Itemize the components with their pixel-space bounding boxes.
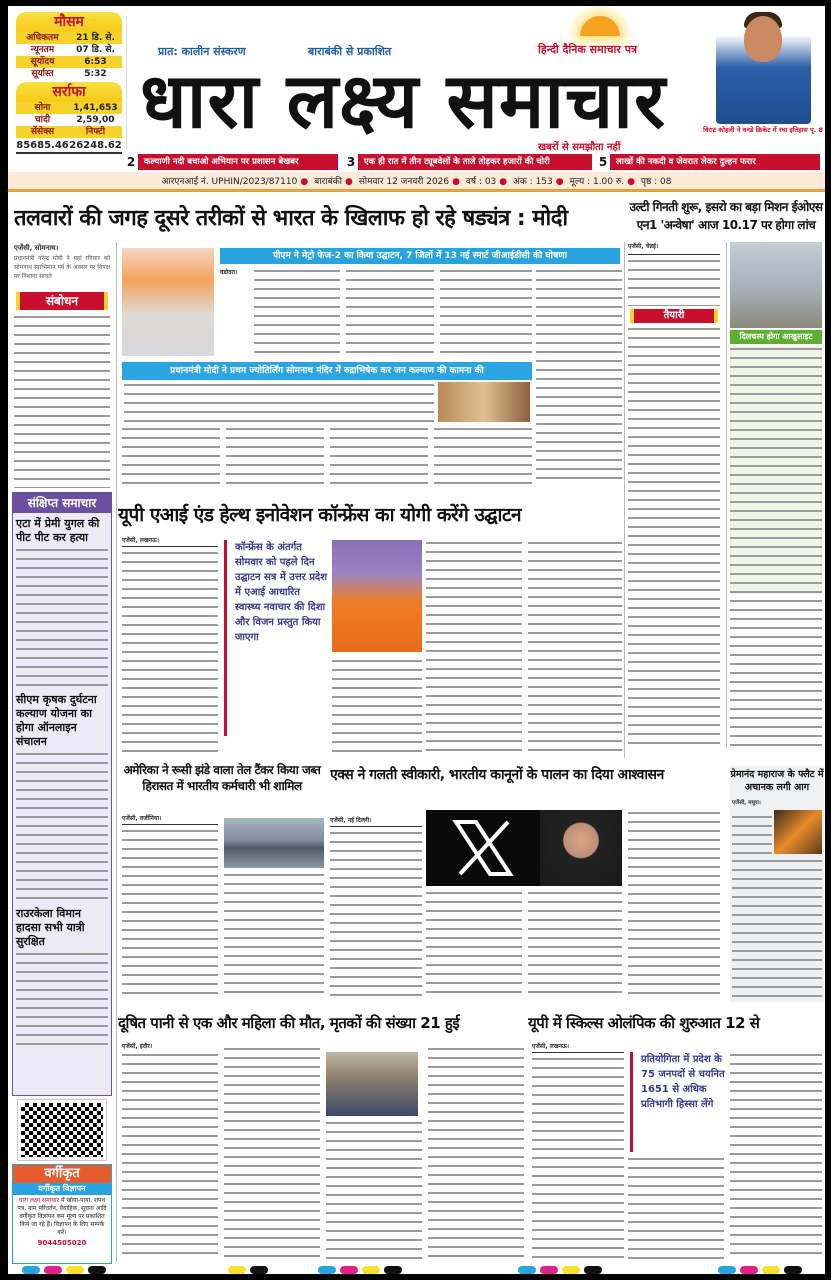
water-headline[interactable]: दूषित पानी से एक और महिला की मौत, मृतकों की संख्या 21 हुई [118, 1014, 460, 1032]
premanand-box [730, 766, 824, 1002]
column-divider [624, 242, 625, 758]
musk-photo [540, 810, 622, 886]
bullion-title: सर्राफा [16, 82, 122, 102]
photo-caption: विराट कोहली ने वनडे क्रिकेट में रचा इतिहास पृ. 8 [703, 126, 823, 134]
ai-conf-headline[interactable]: यूपी एआई एंड हेल्थ इनोवेशन कॉन्फ्रेंस का योगी करेंगे उद्घाटन [118, 504, 522, 526]
article-body [254, 268, 340, 356]
article-body [730, 1052, 822, 1260]
brief-news-box [12, 492, 112, 1096]
cricketer-photo [716, 12, 811, 124]
article-body [440, 268, 532, 356]
edition-label: प्रात: कालीन संस्करण [158, 45, 246, 58]
column-divider [116, 242, 117, 1262]
tanker-dateline: एजेंसी, वर्जीनिया। [122, 815, 162, 822]
weather-row: सूर्योदय 6:53 [16, 56, 122, 68]
brief-headline[interactable]: सीएम कृषक दुर्घटना कल्याण योजना का होगा ऑनलाइन संचालन [16, 693, 97, 748]
cmyk-marks [318, 1266, 402, 1274]
article-body [224, 1046, 320, 1260]
divider [628, 254, 720, 255]
lead-headline[interactable]: तलवारों की जगह दूसरे तरीकों से भारत के खिलाफ हो रहे षड्यंत्र : मोदी [14, 206, 568, 231]
article-body [330, 830, 422, 998]
article-body [628, 258, 720, 306]
teaser-link[interactable]: एक ही रात में तीन ट्यूबवेलों के ताले तोड़कर हजारों की चोरी [358, 154, 592, 170]
article-body [122, 1052, 218, 1260]
article-body [730, 598, 822, 748]
article-body [16, 751, 108, 901]
bullion-row: सोना 1,41,653 [16, 102, 122, 114]
lead-intro: प्रधानमंत्री नरेन्द्र मोदी ने यहां रविवार को सोमनाथ स्वाभिमान पर्व के अवसर पर विपक्ष पर निशाना साधते [14, 255, 110, 280]
teaser-page-num: 5 [596, 154, 610, 170]
somnath-banner[interactable]: प्रधानमंत्री मोदी ने प्रथम ज्योतिर्लिंग सोमनाथ मंदिर में रुद्राभिषेक कर जन कल्याण की कामना की [122, 362, 532, 380]
article-body [14, 314, 110, 488]
weather-row: सूर्यास्त 5:32 [16, 68, 122, 80]
section-label: संबोधन [16, 292, 108, 310]
x-dateline: एजेंसी, नई दिल्ली। [330, 817, 372, 824]
classified-box [12, 1164, 112, 1264]
article-body [730, 346, 822, 594]
yogi-photo [332, 540, 422, 652]
bullion-row: चांदी 2,59,00 [16, 114, 122, 126]
classified-brand: धारा लक्ष्य समाचार [18, 1197, 60, 1204]
teaser-link[interactable]: कल्याणी नदी बचाओ अभियान पर प्रशासन बेखबर [138, 154, 338, 170]
divider [126, 16, 127, 150]
section-label: तैयारी [630, 309, 718, 323]
rocket-launch-photo [730, 242, 822, 328]
brief-news-title: संक्षिप्त समाचार [13, 493, 111, 513]
cmyk-marks [718, 1266, 802, 1274]
article-body [426, 890, 622, 998]
water-dateline: एजेंसी, इंदौर। [122, 1043, 153, 1050]
article-body [326, 1120, 422, 1260]
isro-headline[interactable]: उल्टी गिनती शुरू, इसरो का बड़ा मिशन ईओएस एन1 'अन्वेषा' आज 10.17 पर होगा लांच [628, 198, 824, 238]
fire-photo [774, 810, 822, 854]
yellow-mark-icon [66, 1266, 84, 1274]
premanand-headline[interactable]: प्रेमानंद महाराज के फ्लैट में अचानक लगी आग [730, 769, 824, 793]
article-body [732, 814, 772, 854]
article-body [122, 550, 218, 756]
cmyk-marks [518, 1266, 602, 1274]
magenta-mark-icon [44, 1266, 62, 1274]
weather-box [16, 12, 122, 160]
article-body [426, 540, 522, 758]
article-body [224, 872, 324, 998]
modi-photo [122, 248, 214, 356]
isro-dateline: एजेंसी, चेन्नई। [628, 243, 659, 250]
qr-code[interactable] [18, 1100, 106, 1160]
lead-dateline: एजेंसी, सोमनाथ। [14, 244, 59, 252]
premanand-dateline: एजेंसी, मथुरा। [732, 800, 761, 806]
weather-row: अधिकतम 21 डि. से. [16, 32, 122, 44]
brief-headline[interactable]: राउरकेला विमान हादसा सभी यात्री सुरक्षित [16, 907, 85, 948]
x-logo-icon [426, 810, 540, 886]
masthead-tagline: खबरों से समझौता नहीं [538, 142, 621, 153]
x-logo-photo [426, 810, 540, 886]
brief-headline[interactable]: एटा में प्रेमी युगल की पीट पीट कर हत्या [16, 517, 100, 544]
article-body [124, 382, 434, 422]
black-mark-icon [88, 1266, 106, 1274]
article-body [628, 810, 720, 998]
divider [122, 546, 218, 547]
column-divider [726, 242, 727, 748]
weather-row: न्यूनतम 07 डि. से. [16, 44, 122, 56]
skills-headline[interactable]: यूपी में स्किल्स ओलंपिक की शुरुआत 12 से [528, 1014, 760, 1032]
article-body [122, 828, 218, 998]
side-heading: दिलचस्प होगा आखुलाइट [730, 330, 822, 344]
article-body [532, 1056, 624, 1260]
divider [122, 824, 218, 825]
cmyk-marks [228, 1266, 268, 1274]
teaser-link[interactable]: लाखों की नकदी व जेवरात लेकर दुल्हन फरार [610, 154, 820, 170]
article-body [346, 268, 434, 356]
cmyk-marks [22, 1266, 106, 1274]
article-body [628, 1156, 724, 1260]
newspaper-title: धारा लक्ष्य समाचार [140, 56, 667, 145]
tagline-top: हिन्दी दैनिक समाचार पत्र [538, 43, 638, 56]
article-body [536, 268, 622, 486]
classified-title: वर्गीकृत [13, 1165, 111, 1183]
article-body [16, 547, 108, 687]
newspaper-page [8, 6, 825, 1274]
article-body [732, 858, 822, 998]
sub-headline[interactable]: पीएम ने मेट्रो फेज-2 का किया उद्घाटन, 7 जिलों में 13 नई स्मार्ट जीआईडीसी की घोषणा [220, 248, 620, 264]
ai-conf-dateline: एजेंसी, लखनऊ। [122, 537, 160, 544]
ai-conf-pullquote: कॉन्फ्रेंस के अंतर्गत सोमवार को पहले दिन उद्घाटन सत्र में उत्तर प्रदेश में एआई आधारित स्वास्थ्य नवाचार की दिशा और विजन प्रस्तुत किया जाएगा [224, 540, 328, 736]
teaser-page-num: 3 [344, 154, 358, 170]
article-body [16, 951, 108, 1051]
article-body [122, 426, 532, 486]
index-labels: सेंसेक्स निफ्टी [16, 126, 122, 138]
divider [532, 1052, 624, 1053]
hospital-photo [326, 1052, 418, 1116]
weather-title: मौसम [16, 12, 122, 32]
tanker-headline[interactable]: अमेरिका ने रूसी झंडे वाला तेल टैंकर किया जब्त हिरासत में भारतीय कर्मचारी भी शामिल [123, 763, 321, 793]
index-values: 85685.46 26248.62 [16, 138, 122, 154]
cyan-mark-icon [22, 1266, 40, 1274]
divider [330, 826, 422, 827]
x-headline[interactable]: एक्स ने गलती स्वीकारी, भारतीय कानूनों के पालन का दिया आश्वासन [330, 767, 664, 783]
article-body [332, 658, 422, 756]
skills-dateline: एजेंसी, लखनऊ। [532, 1043, 570, 1050]
temple-photo [438, 382, 530, 422]
classified-text: में खोया-पाया, शपथ पत्र, नाम परिवर्तन, वैवाहिक, सूचना आदि वर्गीकृत विज्ञापन कम मूल्य पर प्रकाशित किये जा रहे हैं। विज्ञापन के लिए सम्पर्क करें। [17, 1197, 107, 1236]
sun-logo-icon [580, 16, 620, 36]
sub-dateline: वडोदरा। [220, 269, 238, 276]
published-from: बाराबंकी से प्रकाशित [308, 45, 392, 58]
article-body [428, 1046, 524, 1260]
article-body [628, 326, 720, 746]
teaser-page-num: 2 [124, 154, 138, 170]
issue-info-bar: आरएनआई नं. UPHIN/2023/87110 ● बाराबंकी ● सोमवार 12 जनवरी 2026 ● वर्ष : 03 ● अंक : 153 ● मूल्य : 1.00 रु. ● पृष्ठ : 08 [8, 172, 825, 192]
classified-subtitle: वर्गीकृत विज्ञापन [13, 1183, 111, 1195]
article-body [528, 540, 622, 758]
skills-pullquote: प्रतियोगिता में प्रदेश के 75 जनपदों से चयनित 1651 से अधिक प्रतिभागी हिस्सा लेंगे [630, 1052, 726, 1152]
classified-phone[interactable]: 9044505020 [37, 1239, 87, 1247]
tanker-photo [224, 818, 324, 868]
